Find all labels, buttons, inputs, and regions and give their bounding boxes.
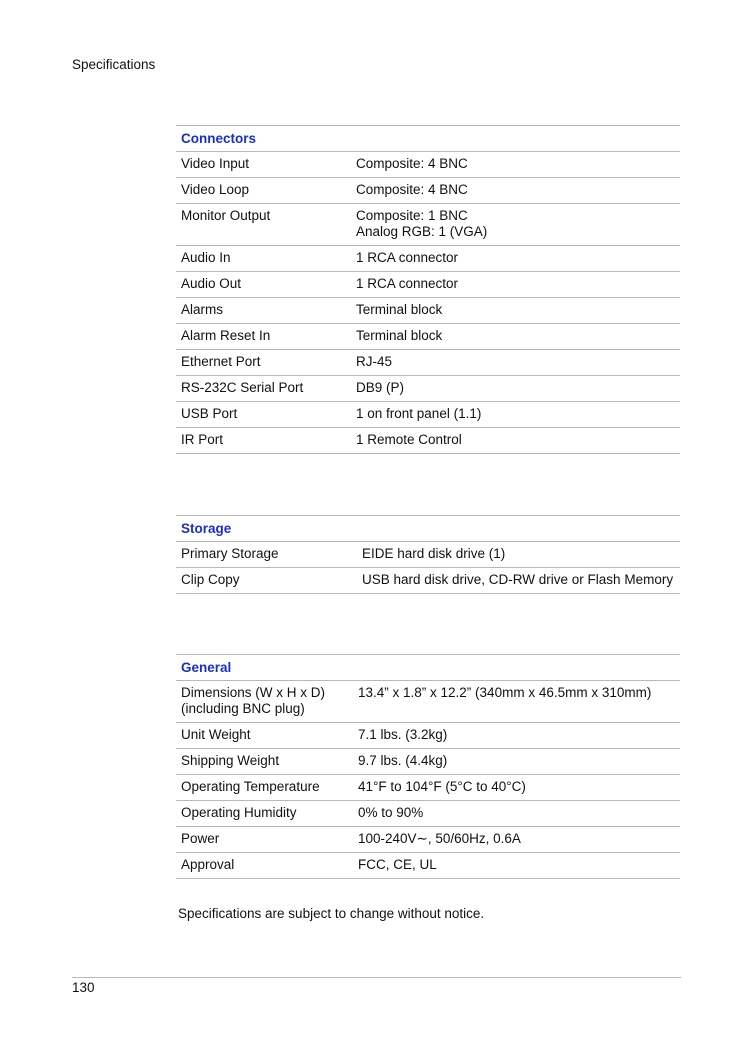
row-label: Clip Copy	[181, 572, 240, 587]
row-label: Video Loop	[181, 182, 250, 197]
table-row	[176, 402, 680, 428]
row-value: RJ-45	[356, 354, 393, 369]
row-label: Primary Storage	[181, 546, 279, 561]
row-label: Shipping Weight	[181, 753, 280, 768]
footer-divider	[72, 977, 681, 978]
row-label: Audio In	[181, 250, 231, 265]
section-title: Connectors	[176, 126, 680, 152]
row-value: 9.7 lbs. (4.4kg)	[358, 753, 448, 768]
table-row	[176, 681, 680, 723]
table-row	[176, 568, 680, 594]
storage-table	[176, 515, 680, 594]
row-value: 1 RCA connector	[356, 250, 459, 265]
table-row	[176, 749, 680, 775]
table-row	[176, 853, 680, 879]
row-value: FCC, CE, UL	[358, 857, 437, 872]
row-value: DB9 (P)	[356, 380, 405, 395]
table-row	[176, 775, 680, 801]
row-value: 13.4” x 1.8” x 12.2” (340mm x 46.5mm x 310mm)	[358, 685, 652, 700]
row-value: Terminal block	[356, 302, 443, 317]
table-row	[176, 350, 680, 376]
table-row	[176, 827, 680, 853]
running-head: Specifications	[72, 57, 156, 72]
table-row	[176, 178, 680, 204]
table-row	[176, 723, 680, 749]
table-row	[176, 376, 680, 402]
row-value: USB hard disk drive, CD-RW drive or Flash Memory	[362, 572, 674, 587]
row-value: 1 Remote Control	[356, 432, 462, 447]
table-row	[176, 298, 680, 324]
table-row	[176, 324, 680, 350]
row-value: Composite: 4 BNC	[356, 156, 468, 171]
row-label: Video Input	[181, 156, 250, 171]
row-value: Composite: 4 BNC	[356, 182, 468, 197]
table-row	[176, 204, 680, 246]
row-label: IR Port	[181, 432, 224, 447]
row-label: Monitor Output	[181, 208, 271, 223]
row-label: Alarm Reset In	[181, 328, 271, 343]
row-label: RS-232C Serial Port	[181, 380, 304, 395]
table-row	[176, 542, 680, 568]
row-label: Operating Humidity	[181, 805, 297, 820]
row-value: 0% to 90%	[358, 805, 424, 820]
row-label: Operating Temperature	[181, 779, 320, 794]
row-label: Alarms	[181, 302, 224, 317]
table-row	[176, 428, 680, 454]
row-value: 100-240V∼, 50/60Hz, 0.6A	[358, 831, 521, 846]
row-label: Ethernet Port	[181, 354, 261, 369]
row-value: Composite: 1 BNC Analog RGB: 1 (VGA)	[356, 208, 488, 239]
table-row	[176, 246, 680, 272]
row-value: 7.1 lbs. (3.2kg)	[358, 727, 448, 742]
change-notice: Specifications are subject to change without notice.	[178, 906, 485, 921]
row-value: 1 RCA connector	[356, 276, 459, 291]
table-row	[176, 801, 680, 827]
section-title: Storage	[176, 516, 680, 542]
row-value: Terminal block	[356, 328, 443, 343]
row-value: EIDE hard disk drive (1)	[362, 546, 506, 561]
general-table	[176, 654, 680, 879]
row-label: Approval	[181, 857, 235, 872]
table-row	[176, 152, 680, 178]
row-value: 1 on front panel (1.1)	[356, 406, 482, 421]
row-label: Power	[181, 831, 220, 846]
row-label: USB Port	[181, 406, 238, 421]
section-title: General	[176, 655, 680, 681]
row-value: 41°F to 104°F (5°C to 40°C)	[358, 779, 526, 794]
page-number: 130	[72, 980, 95, 995]
row-label: Unit Weight	[181, 727, 251, 742]
table-row	[176, 272, 680, 298]
connectors-table	[176, 125, 680, 454]
row-label: Dimensions (W x H x D) (including BNC plug)	[181, 685, 326, 716]
row-label: Audio Out	[181, 276, 242, 291]
